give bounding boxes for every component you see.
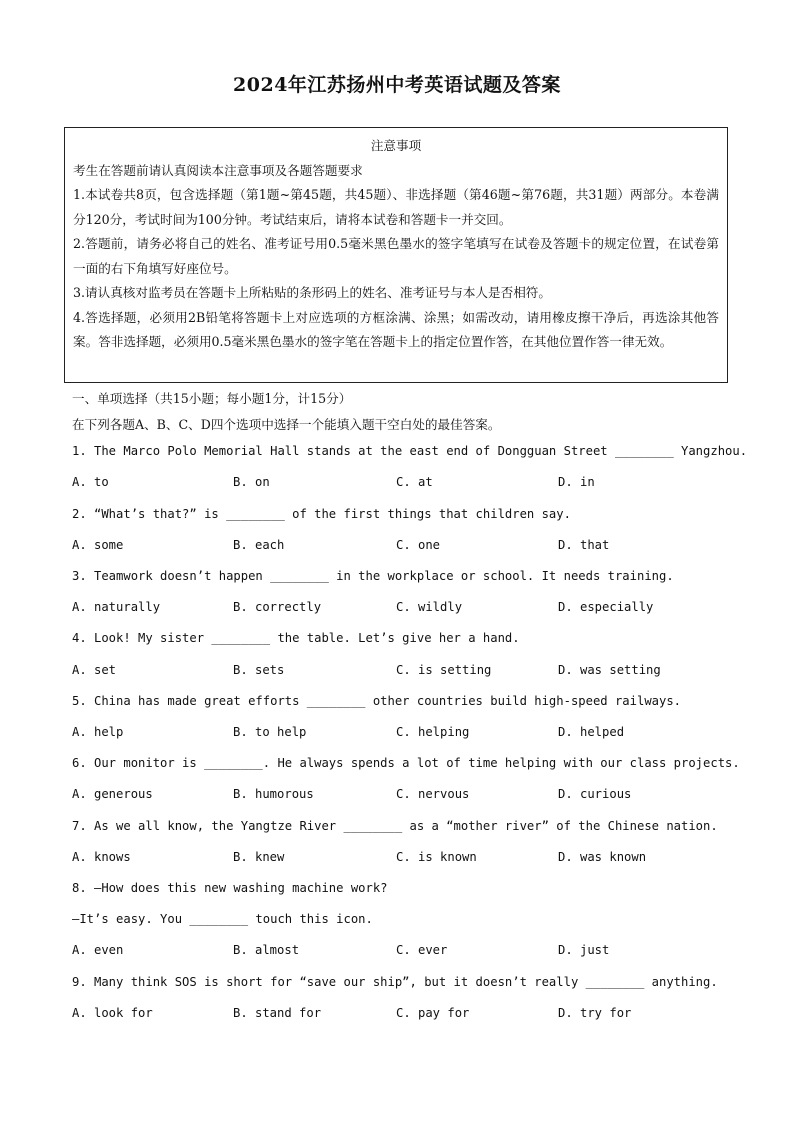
section-instruction: 在下列各题A、B、C、D四个选项中选择一个能填入题干空白处的最佳答案。	[72, 417, 501, 432]
option-c: C. helping	[396, 725, 470, 739]
question-stem: 6. Our monitor is ________. He always spends a lot of time helping with our class projects.	[72, 756, 740, 770]
option-a: A. knows	[72, 850, 131, 864]
question-stem: 2. “What’s that?” is ________ of the first things that children say.	[72, 507, 571, 521]
option-a: A. help	[72, 725, 124, 739]
notice-line: 2.答题前，请务必将自己的姓名、准考证号用0.5毫米黑色墨水的签字笔填写在试卷及答题卡的规定位置，在试卷第一面的右下角填写好座位号。	[73, 236, 719, 276]
question-options	[72, 725, 752, 743]
notice-box	[64, 127, 728, 383]
question-stem: 1. The Marco Polo Memorial Hall stands at the east end of Dongguan Street ________ Yangzhou.	[72, 444, 748, 458]
option-d: D. that	[558, 538, 610, 552]
question-stem: 9. Many think SOS is short for “save our ship”, but it doesn’t really ________ anything.	[72, 975, 718, 989]
question-options	[72, 943, 752, 961]
option-b: B. to help	[233, 725, 307, 739]
question-options	[72, 663, 752, 681]
option-c: C. ever	[396, 943, 448, 957]
option-d: D. was known	[558, 850, 647, 864]
notice-heading: 注意事项	[370, 138, 422, 153]
option-c: C. one	[396, 538, 441, 552]
question-options	[72, 850, 752, 868]
option-c: C. pay for	[396, 1006, 470, 1020]
option-a: A. some	[72, 538, 124, 552]
question-options	[72, 1006, 752, 1024]
option-a: A. look for	[72, 1006, 153, 1020]
option-d: D. in	[558, 475, 595, 489]
option-a: A. even	[72, 943, 124, 957]
option-d: D. especially	[558, 600, 654, 614]
option-d: D. was setting	[558, 663, 661, 677]
option-c: C. is setting	[396, 663, 492, 677]
option-a: A. naturally	[72, 600, 161, 614]
option-c: C. at	[396, 475, 433, 489]
option-a: A. to	[72, 475, 109, 489]
option-b: B. each	[233, 538, 285, 552]
notice-line: 1.本试卷共8页，包含选择题（第1题~第45题，共45题）、非选择题（第46题~第76题，共31题）两部分。本卷满分120分，考试时间为100分钟。考试结束后，请将本试卷和答题卡一并交回。	[73, 187, 719, 227]
option-d: D. try for	[558, 1006, 632, 1020]
option-b: B. stand for	[233, 1006, 322, 1020]
option-a: A. generous	[72, 787, 153, 801]
question-options	[72, 600, 752, 618]
option-c: C. nervous	[396, 787, 470, 801]
section-heading: 一、单项选择（共15小题；每小题1分，计15分）	[72, 391, 352, 406]
notice-line: 考生在答题前请认真阅读本注意事项及各题答题要求	[73, 162, 363, 178]
option-a: A. set	[72, 663, 117, 677]
option-b: B. on	[233, 475, 270, 489]
page-title: 2024年江苏扬州中考英语试题及答案	[233, 74, 561, 96]
question-stem: 3. Teamwork doesn’t happen ________ in the workplace or school. It needs training.	[72, 569, 674, 583]
option-c: C. wildly	[396, 600, 463, 614]
option-d: D. just	[558, 943, 610, 957]
option-b: B. almost	[233, 943, 300, 957]
option-d: D. helped	[558, 725, 625, 739]
question-options	[72, 475, 752, 493]
notice-line: 4.答选择题，必须用2B铅笔将答题卡上对应选项的方框涂满、涂黑；如需改动，请用橡皮擦干净后，再选涂其他答案。答非选择题，必须用0.5毫米黑色墨水的签字笔在答题卡上的指定位置作答，在其他位置作答一律无效。	[73, 309, 719, 349]
question-stem: 8. —How does this new washing machine work?	[72, 881, 388, 895]
question-stem: 7. As we all know, the Yangtze River ________ as a “mother river” of the Chinese nation.	[72, 819, 718, 833]
option-b: B. humorous	[233, 787, 314, 801]
question-options	[72, 538, 752, 556]
notice-line: 3.请认真核对监考员在答题卡上所粘贴的条形码上的姓名、准考证号与本人是否相符。	[73, 285, 551, 300]
option-b: B. correctly	[233, 600, 322, 614]
option-b: B. sets	[233, 663, 285, 677]
question-stem: 5. China has made great efforts ________ other countries build high-speed railways.	[72, 694, 682, 708]
question-stem-reply: —It’s easy. You ________ touch this icon.	[72, 912, 373, 926]
option-b: B. knew	[233, 850, 285, 864]
option-c: C. is known	[396, 850, 477, 864]
question-options	[72, 787, 752, 805]
option-d: D. curious	[558, 787, 632, 801]
question-stem: 4. Look! My sister ________ the table. Let’s give her a hand.	[72, 631, 520, 645]
